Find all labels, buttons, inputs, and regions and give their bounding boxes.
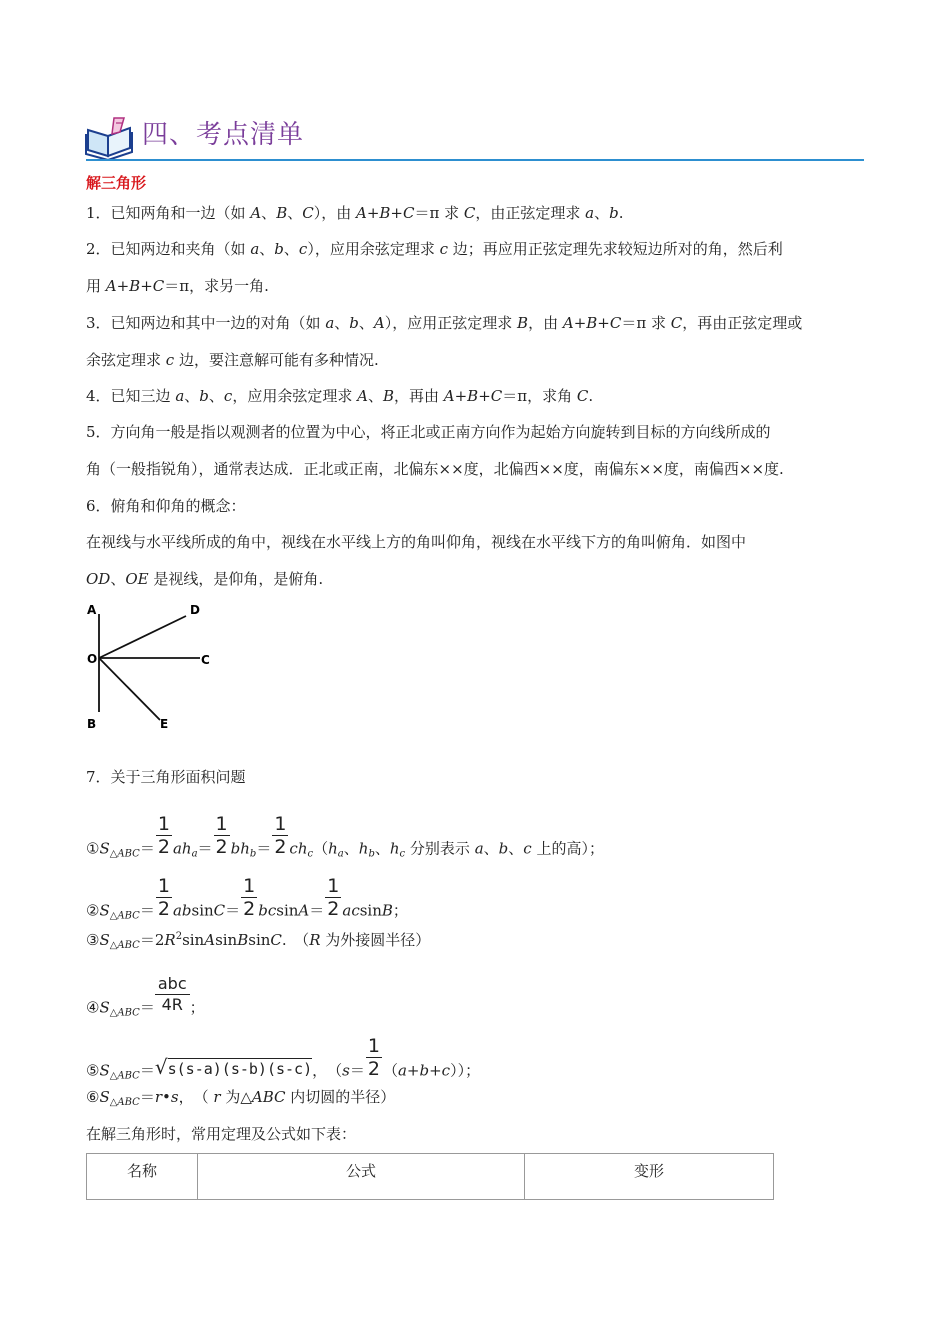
item-3-line-1: 3．已知两边和其中一边的对角（如 a、b、A），应用正弦定理求 B，由 A+B+C＝π 求 C，再由正弦定理或 (86, 314, 803, 332)
table-header-transform: 变形 (525, 1154, 774, 1200)
formula-3: $③S_{\triangle ABC}=2R^2sinAsinBsinC$. （R 为外接圆半径） (86, 931, 431, 951)
fraction-half: $\frac{1}{2}$ (274, 813, 287, 858)
formula-table (86, 1153, 774, 1200)
fraction-abc-over-4r: $\frac{\text{abc}}{4R}$ (155, 974, 190, 1015)
item-7-title: 7．关于三角形面积问题 (86, 768, 246, 786)
label-E: E (160, 717, 169, 730)
page-title: 四、考点清单 (142, 120, 305, 150)
fraction-half: $\frac{1}{2}$ (327, 875, 340, 920)
heron-radical: √s(s-a)(s-b)(s-c) (154, 1054, 313, 1079)
formula-6: $⑥S_{\triangle ABC}=r•s$， （ r 为△ABC 内切圆的半径） (86, 1088, 396, 1108)
table-header-formula: 公式 (198, 1154, 525, 1200)
section-title: 解三角形 (86, 174, 147, 192)
item-5-line-2: 角（一般指锐角），通常表达成．正北或正南，北偏东××度，北偏西××度，南偏东××度，南偏西××度. (86, 460, 784, 478)
fraction-half: $\frac{1}{2}$ (157, 813, 170, 858)
item-2-line-1: 2．已知两边和夹角（如 a、b、c），应用余弦定理求 c 边；再应用正弦定理先求较短边所对的角，然后利 (86, 240, 783, 258)
item-5-line-1: 5．方向角一般是指以观测者的位置为中心，将正北或正南方向作为起始方向旋转到目标的方向线所成的 (86, 423, 771, 441)
fraction-half: $\frac{1}{2}$ (215, 813, 228, 858)
fraction-half: $\frac{1}{2}$ (367, 1035, 380, 1080)
item-6-line-2: OD、OE 是视线，是仰角，是俯角. (86, 570, 324, 588)
item-4: 4．已知三边 a、b、c，应用余弦定理求 A、B，再由 A+B+C＝π，求角 C. (86, 387, 594, 405)
angle-diagram (84, 600, 214, 730)
label-A: A (87, 603, 97, 617)
fraction-half: $\frac{1}{2}$ (243, 875, 256, 920)
table-intro: 在解三角形时，常用定理及公式如下表： (86, 1125, 357, 1143)
item-6-line-1: 在视线与水平线所成的角中，视线在水平线上方的角叫仰角，视线在水平线下方的角叫俯角．如图中 (86, 533, 747, 551)
header-divider (86, 159, 864, 161)
formula-2: $②S_{\triangle ABC}=$ $\frac{1}{2}$ absinC＝ $\frac{1}{2}$ bcsinA＝ $\frac{1}{2}$ acsinB； (86, 875, 408, 922)
label-C: C (201, 653, 210, 667)
table-header-name: 名称 (87, 1154, 198, 1200)
header-book-icon (84, 114, 136, 160)
item-2-line-2: 用 A+B+C＝π，求另一角. (86, 277, 269, 295)
book-pen-icon (84, 114, 136, 160)
label-B: B (87, 717, 97, 730)
radical-icon: √ (154, 1054, 168, 1079)
fraction-half: $\frac{1}{2}$ (157, 875, 170, 920)
line-OE (99, 658, 160, 720)
item-1: 1．已知两角和一边（如 A、B、C），由 A+B+C＝π 求 C，由正弦定理求 a、b. (86, 204, 624, 222)
item-6-title: 6．俯角和仰角的概念： (86, 497, 246, 515)
item-3-line-2: 余弦定理求 c 边，要注意解可能有多种情况. (86, 351, 379, 369)
label-O: O (87, 652, 98, 666)
label-D: D (190, 603, 200, 617)
formula-1: $①S_{\triangle ABC}=$ $\frac{1}{2}$ $ah_a=$ $\frac{1}{2}$ $bh_b=$ $\frac{1}{2}$ $ch_c(h_a$、$h_b$、$h_c$ 分别表示 a、b、c 上的高）； (86, 813, 604, 860)
formula-5: $⑤S_{\triangle ABC}=√s(s-a)(s-b)(s-c)$， （s＝ $\frac{1}{2}$ （a+b+c））； (86, 1035, 481, 1082)
line-OD (99, 616, 186, 658)
angle-diagram-svg (84, 600, 214, 730)
formula-4: $④S_{\triangle ABC}=$ $\frac{\text{abc}}{4R}$ ； (86, 974, 205, 1019)
table-header-row (87, 1154, 774, 1200)
